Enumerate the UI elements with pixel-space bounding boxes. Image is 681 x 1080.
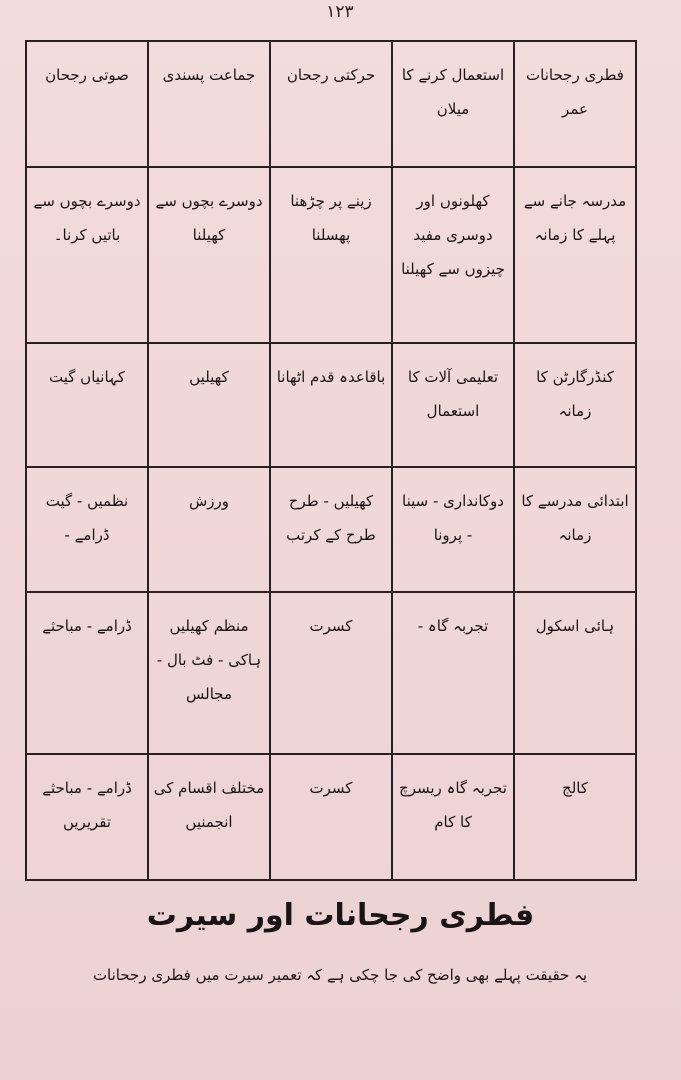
tendencies-table [25, 40, 637, 881]
table-cell: مختلف اقسام کی انجمنیں [148, 754, 270, 880]
page-number: ۱۲۳ [326, 2, 354, 22]
table-cell: ڈرامے - مباحثے تقریریں [26, 754, 148, 880]
table-cell: تجربہ گاہ ریسرچ کا کام [392, 754, 514, 880]
table-cell: منظم کھیلیں ہاکی - فٹ بال - مجالس [148, 592, 270, 754]
header-cell: جماعت پسندی [148, 41, 270, 167]
table-cell: باقاعدہ قدم اٹھانا [270, 343, 392, 467]
body-text-line: یہ حقیقت پہلے بھی واضح کی جا چکی ہے کہ تعمیر سیرت میں فطری رجحانات [92, 966, 588, 984]
header-cell: صوتی رجحان [26, 41, 148, 167]
table-cell: کھلونوں اور دوسری مفید چیزوں سے کھیلنا [392, 167, 514, 343]
table-row [26, 467, 636, 592]
table-cell: زینے پر چڑھنا پھسلنا [270, 167, 392, 343]
table-row [26, 592, 636, 754]
table-cell: دوسرے بچوں سے باتیں کرنا۔ [26, 167, 148, 343]
section-heading: فطری رجحانات اور سیرت [146, 898, 535, 933]
table-cell: کالج [514, 754, 636, 880]
table-row [26, 754, 636, 880]
table-cell: ڈرامے - مباحثے [26, 592, 148, 754]
table-cell: مدرسہ جانے سے پہلے کا زمانہ [514, 167, 636, 343]
table-cell: دوکانداری - سینا - پرونا [392, 467, 514, 592]
header-cell: حرکتی رجحان [270, 41, 392, 167]
table-row [26, 167, 636, 343]
table-cell: ابتدائی مدرسے کا زمانہ [514, 467, 636, 592]
table-cell: کہانیاں گیت [26, 343, 148, 467]
table-cell: کنڈرگارٹن کا زمانہ [514, 343, 636, 467]
table-cell: کھیلیں [148, 343, 270, 467]
table-cell: کسرت [270, 754, 392, 880]
table-cell: تجربہ گاہ - [392, 592, 514, 754]
table-cell: ورزش [148, 467, 270, 592]
table-cell: کھیلیں - طرح طرح کے کرتب [270, 467, 392, 592]
table-cell: تعلیمی آلات کا استعمال [392, 343, 514, 467]
header-cell: فطری رجحانات عمر [514, 41, 636, 167]
table-row [26, 343, 636, 467]
table-cell: کسرت [270, 592, 392, 754]
table-header-row [26, 41, 636, 167]
table-cell: نظمیں - گیت ڈرامے - [26, 467, 148, 592]
table-cell: ہائی اسکول [514, 592, 636, 754]
table-cell: دوسرے بچوں سے کھیلنا [148, 167, 270, 343]
header-cell: استعمال کرنے کا میلان [392, 41, 514, 167]
